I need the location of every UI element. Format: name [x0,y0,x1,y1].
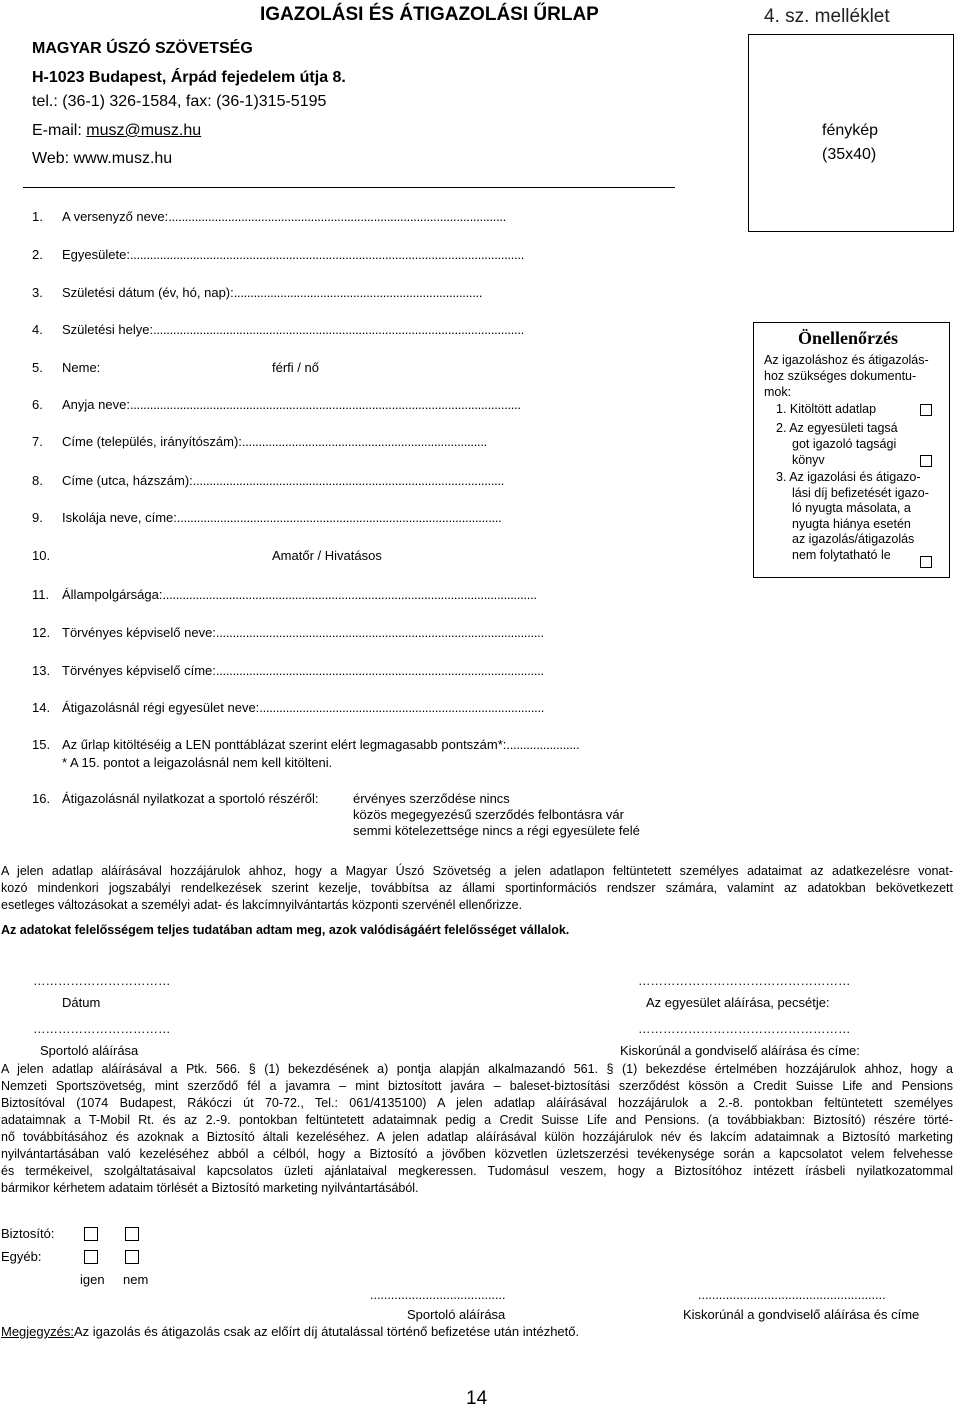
checkbox-item-2[interactable] [920,455,932,467]
field-label [62,587,537,602]
field-label-text: Egyesülete: [62,247,130,262]
field16-option-3[interactable]: semmi kötelezettsége nincs a régi egyesülete felé [353,823,640,838]
field-input-dots[interactable]: ...................................................................................................... [168,209,507,224]
self-check-intro [764,352,929,400]
field-input-dots[interactable]: ....................................................................................................................... [129,247,525,262]
field-label [62,397,521,412]
field-label [62,247,524,262]
insurer-no-checkbox[interactable] [125,1227,139,1241]
insurance-line: Nemzeti Sportszövetség, mint szerződő fél a javamra – mint biztosított javára – baleset-biztosítási szerződést kössön a Credit Suisse Life and Pensions [1,1079,953,1093]
note-text: Az igazolás és átigazolás csak az előírt díj átutalással történő befizetése után intézhető. [73,1324,580,1339]
yes-label: igen [80,1272,105,1287]
intro-line: Az igazoláshoz és átigazolás- [764,353,929,367]
other-no-checkbox[interactable] [125,1250,139,1264]
field-label-text: Címe (utca, házszám): [62,473,193,488]
field-label-text: Neme: [62,360,101,375]
email-label: E-mail: [32,122,87,139]
annex-label: 4. sz. melléklet [764,6,890,27]
field-label-text: Születési helye: [62,322,154,337]
insurance-line: Biztosítóval (1074 Budapest, Rákóczi út 70-72., Tel.: 061/4135100) A jelen adatlap aláírásával hozzájárulok a 2.-8. pontokban feltüntetett személyes [1,1096,953,1110]
club-sign-label: Az egyesület aláírása, pecsétje: [646,995,830,1010]
field-number: 8. [32,473,43,488]
field-label-text: Címe (település, irányítószám): [62,434,242,449]
insurance-line: nyilvántartásában való kezeléséhez abból a célból, hogy a Biztosító a jövőben közvetlen üzletszerzési tevékenysége során a kapcsolatot velem felvehesse [1,1147,953,1161]
field-choice[interactable]: férfi / nő [272,360,319,375]
guardian-sign-dots: …………………………………………… [638,1022,851,1036]
insurance-paragraph [1,1061,953,1197]
field-label-text: Állampolgársága: [62,587,163,602]
athlete-sign-label: Sportoló aláírása [40,1043,139,1058]
guardian-sign-label: Kiskorúnál a gondviselő aláírása és címe: [620,1043,860,1058]
field-label [62,700,544,715]
field-input-dots[interactable]: ...................................................................................... [259,700,545,715]
insurer-yes-checkbox[interactable] [84,1227,98,1241]
field-number: 5. [32,360,43,375]
other-yes-checkbox[interactable] [84,1250,98,1264]
field-number: 7. [32,434,43,449]
field-number: 15. [32,737,51,752]
field-label [62,510,501,525]
page-number: 14 [466,1388,488,1409]
field-label [62,322,524,337]
field-label [62,473,504,488]
item3-line: ló nyugta másolata, a [792,501,911,515]
field-input-dots[interactable]: ................................................................................................................ [153,322,524,337]
bottom-guardian-label: Kiskorúnál a gondviselő aláírása és címe [683,1307,920,1322]
field-input-dots[interactable]: ...................... [506,737,580,752]
field16-option-2[interactable]: közös megegyezésű szerződés felbontásra vár [353,807,624,822]
field-input-dots[interactable]: ................................................................................................... [215,625,544,640]
insurance-line: bármikor kérhetem adataim törlését a Biztosító marketing nyilvántartásából. [1,1181,419,1195]
self-check-item-2 [776,420,898,468]
field-label-text: Törvényes képviselő címe: [62,663,216,678]
date-label: Dátum [62,995,101,1010]
date-dots: …………………………… [33,974,171,988]
field-label-text: Az űrlap kitöltéséig a LEN ponttáblázat szerint elért legmagasabb pontszám*: [62,737,507,752]
checkbox-item-1[interactable] [920,404,932,416]
bottom-athlete-label: Sportoló aláírása [407,1307,506,1322]
field16-option-1[interactable]: érvényes szerződése nincs [353,791,510,806]
field-number: 14. [32,700,51,715]
intro-line: hoz szükséges dokumentu- [764,369,917,383]
no-label: nem [123,1272,149,1287]
field-number: 10. [32,548,51,563]
field-label-text: Átigazolásnál régi egyesület neve: [62,700,260,715]
intro-line: mok: [764,385,792,399]
athlete-sign-dots: …………………………… [33,1022,171,1036]
field-label [62,737,579,752]
form-title: IGAZOLÁSI ÉS ÁTIGAZOLÁSI ŰRLAP [260,4,599,25]
field-input-dots[interactable]: .............................................................................................. [192,473,505,488]
insurance-line: és termékeivel, szolgáltatásaival kapcsolatos üzleti ajánlataival megkeressen. Tudomásul veszem, hogy a Biztosítóhoz intézett írásbeli nyilatkozatommal [1,1164,953,1178]
field-number: 4. [32,322,43,337]
note-label: Megjegyzés: [1,1324,74,1339]
insurance-line: A jelen adatlap aláírásával a Ptk. 566. § (1) bekezdésének a) pontja alapján alkalmazandó 561. § (1) bekezdése értelmében hozzájárulok ahhoz, hogy a [1,1062,953,1076]
field-input-dots[interactable]: .................................................................................................. [176,510,502,525]
item3-line: az igazolás/átigazolás [792,532,915,546]
item3-line: lási díj befizetését igazo- [792,485,929,500]
field-number: 1. [32,209,43,224]
field-number: 3. [32,285,43,300]
field16-num: 16. [32,791,51,806]
photo-label: fénykép [822,122,879,139]
club-sign-dots: …………………………………………… [638,974,851,988]
field-input-dots[interactable]: ........................................................................... [233,285,483,300]
note [1,1324,579,1339]
header-divider [23,187,675,188]
self-check-item-3 [776,470,929,563]
field-number: 13. [32,663,51,678]
item2-line: 2. Az egyesületi tagsá [776,421,898,435]
photo-size: (35x40) [822,146,877,163]
checkbox-item-3[interactable] [920,556,932,568]
insurance-line: adataimnak a T-Mobil Rt. és az 2.-9. pontokban feltüntetett adataimnak pedig a Credit Suisse Life and Pensions. (a továbbiakban: Biztosító) részére törté- [1,1113,953,1127]
field16-label: Átigazolásnál nyilatkozat a sportoló részéről: [62,791,319,806]
bottom-athlete-dots: ....................................... [370,1288,506,1302]
field-label [62,209,506,224]
org-address: H-1023 Budapest, Árpád fejedelem útja 8. [32,69,346,86]
consent-line: A jelen adatlap aláírásával hozzájárulok ahhoz, hogy a Magyar Úszó Szövetség a jelen adatlapon feltüntetett személyes adataimat az adatkezelésre vonat- [1,864,953,878]
field15-note: * A 15. pontot a leigazolásnál nem kell kitölteni. [62,755,333,770]
field-label [62,285,482,300]
item2-line: könyv [792,453,825,467]
consent-line: esetleges változásokat a személyi adat- és lakcímnyilvántartás központi szervénél ellenőrizze. [1,898,523,912]
org-name: MAGYAR ÚSZÓ SZÖVETSÉG [32,40,253,57]
item3-line: 3. Az igazolási és átigazo- [776,470,921,484]
field-label-text: Anyja neve: [62,397,130,412]
field-input-dots[interactable]: .......................................................................... [241,434,487,449]
consent-line: kozó mindenkori jogszabályi rendelkezések szerint kezelje, továbbítsa az állami sportinformációs rendszer számára, valamint az adatokban bekövetkezett [1,881,953,895]
field-number: 11. [32,587,50,602]
org-phone: tel.: (36-1) 326-1584, fax: (36-1)315-5195 [32,93,327,110]
field-input-dots[interactable]: ................................................................................................... [215,663,544,678]
field-label-text: A versenyző neve: [62,209,169,224]
field-label-text: Születési dátum (év, hó, nap): [62,285,234,300]
field-choice[interactable]: Amatőr / Hivatásos [272,548,382,563]
insurer-consent-label: Biztosító: [1,1226,55,1241]
org-web: Web: www.musz.hu [32,150,173,167]
field-number: 9. [32,510,43,525]
field-label [62,625,544,640]
item2-line: got igazoló tagsági [792,437,897,451]
self-check-item-1: 1. Kitöltött adatlap [776,402,877,416]
bottom-guardian-dots: ...................................................... [698,1288,886,1302]
other-consent-label: Egyéb: [1,1249,42,1264]
field-label [62,434,487,449]
item3-line: nem folytatható le [792,547,891,562]
email-link[interactable]: musz@musz.hu [86,122,202,139]
field-label-text: Törvényes képviselő neve: [62,625,216,640]
self-check-title: Önellenőrzés [798,328,898,348]
org-email [32,122,201,140]
insurance-line: nő továbbításához és azoknak a Biztosító általi kezeléséhez. A jelen adatlap aláírásával külön hozzájárulok név és lakcím adataimnak a Biztosító marketing [1,1130,953,1144]
item3-line: nyugta hiánya esetén [792,516,911,531]
responsibility-statement: Az adatokat felelősségem teljes tudatában adtam meg, azok valódiságáért felelősséget vállalok. [1,923,570,937]
field-number: 2. [32,247,43,262]
field-input-dots[interactable]: ................................................................................................................. [162,587,537,602]
field-label-text: Iskolája neve, címe: [62,510,177,525]
field-label [62,663,544,678]
consent-paragraph [1,863,953,914]
field-number: 12. [32,625,51,640]
field-input-dots[interactable]: ...................................................................................................................... [129,397,521,412]
field-label [62,360,100,375]
field-number: 6. [32,397,43,412]
